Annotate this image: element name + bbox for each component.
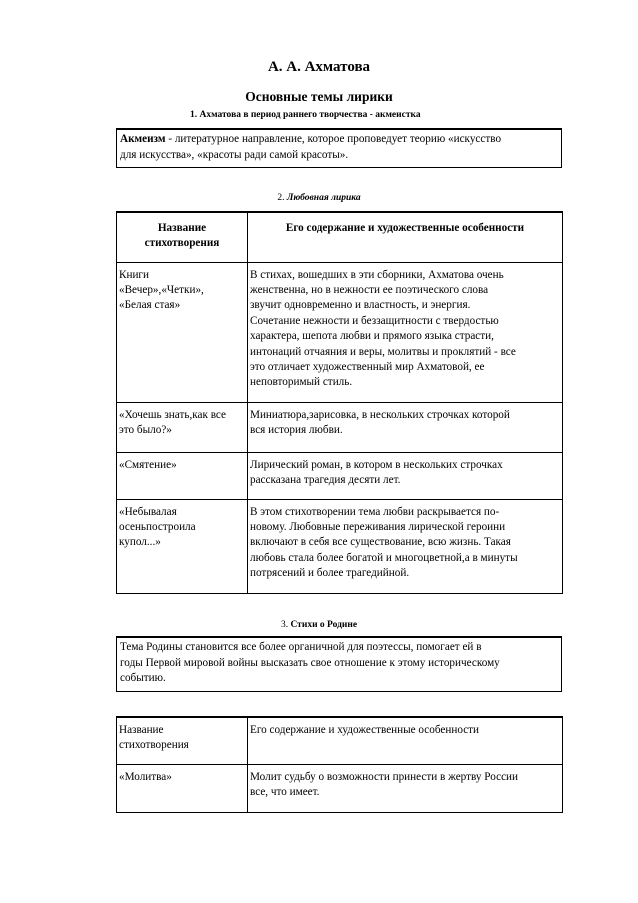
homeland-table bbox=[116, 716, 563, 813]
table-row bbox=[117, 452, 563, 499]
table-header-row bbox=[117, 717, 563, 764]
table-header-row bbox=[117, 212, 563, 262]
poem-name-cell: «Небывалая осеньпостроила купол...» bbox=[117, 499, 248, 593]
section3-heading bbox=[0, 620, 638, 630]
homeland-intro-box: Тема Родины становится все более органичной для поэтессы, помогает ей в годы Первой мировой войны высказать свое отношение к этому историческому событию. bbox=[116, 636, 562, 692]
poem-name-cell: «Молитва» bbox=[117, 764, 248, 812]
poem-name-cell: «Хочешь знать,как все это было?» bbox=[117, 402, 248, 452]
definition-term: Акмеизм bbox=[120, 133, 166, 145]
definition-line2: для искусства», «красоты ради самой красоты». bbox=[120, 148, 349, 161]
poem-name-cell: «Смятение» bbox=[117, 452, 248, 499]
love-lyrics-table bbox=[116, 211, 563, 594]
section3-heading-text: Стихи о Родине bbox=[290, 620, 358, 630]
table-row bbox=[117, 499, 563, 593]
section1-heading: 1. Ахматова в период раннего творчества - акмеистка bbox=[190, 110, 421, 120]
table-row bbox=[117, 402, 563, 452]
poem-name-cell: Книги «Вечер»,«Четки», «Белая стая» bbox=[117, 262, 248, 402]
col-name-header: Название стихотворения bbox=[117, 717, 248, 764]
section2-heading bbox=[0, 193, 638, 203]
poem-content-cell: Молит судьбу о возможности принести в жертву России все, что имеет. bbox=[248, 764, 563, 812]
col-content-header: Его содержание и художественные особенности bbox=[248, 212, 563, 262]
section3-heading-num: 3. bbox=[280, 620, 291, 630]
table-row bbox=[117, 262, 563, 402]
table-row bbox=[117, 764, 563, 812]
section2-heading-text: Любовная лирика bbox=[286, 193, 361, 203]
section2-heading-num: 2. bbox=[277, 193, 287, 203]
acmeism-definition-box bbox=[116, 128, 562, 168]
page-subtitle: Основные темы лирики bbox=[245, 89, 393, 104]
definition-line1: - литературное направление, которое проповедует теорию «искусство bbox=[165, 133, 502, 145]
page-title: А. А. Ахматова bbox=[267, 59, 371, 75]
poem-content-cell: В этом стихотворении тема любви раскрывается по- новому. Любовные переживания лирической героини включают в себя все существование, всю жизнь. Такая любовь стала более богатой и многоцветной,а в минуты потрясений и более трагедийной. bbox=[248, 499, 563, 593]
col-content-header: Его содержание и художественные особенности bbox=[248, 717, 563, 764]
poem-content-cell: Миниатюра,зарисовка, в нескольких строчках которой вся история любви. bbox=[248, 402, 563, 452]
poem-content-cell: В стихах, вошедших в эти сборники, Ахматова очень женственна, но в нежности ее поэтического слова звучит одновременно и властность, и энергия. Сочетание нежности и беззащитности с твердостью характера, шепота любви и прямого языка страсти, интонаций отчаяния и веры, молитвы и проклятий - все это отличает художественный мир Ахматовой, ее неповторимый стиль. bbox=[248, 262, 563, 402]
poem-content-cell: Лирический роман, в котором в нескольких строчках рассказана трагедия десяти лет. bbox=[248, 452, 563, 499]
col-name-header: Название стихотворения bbox=[117, 212, 248, 262]
